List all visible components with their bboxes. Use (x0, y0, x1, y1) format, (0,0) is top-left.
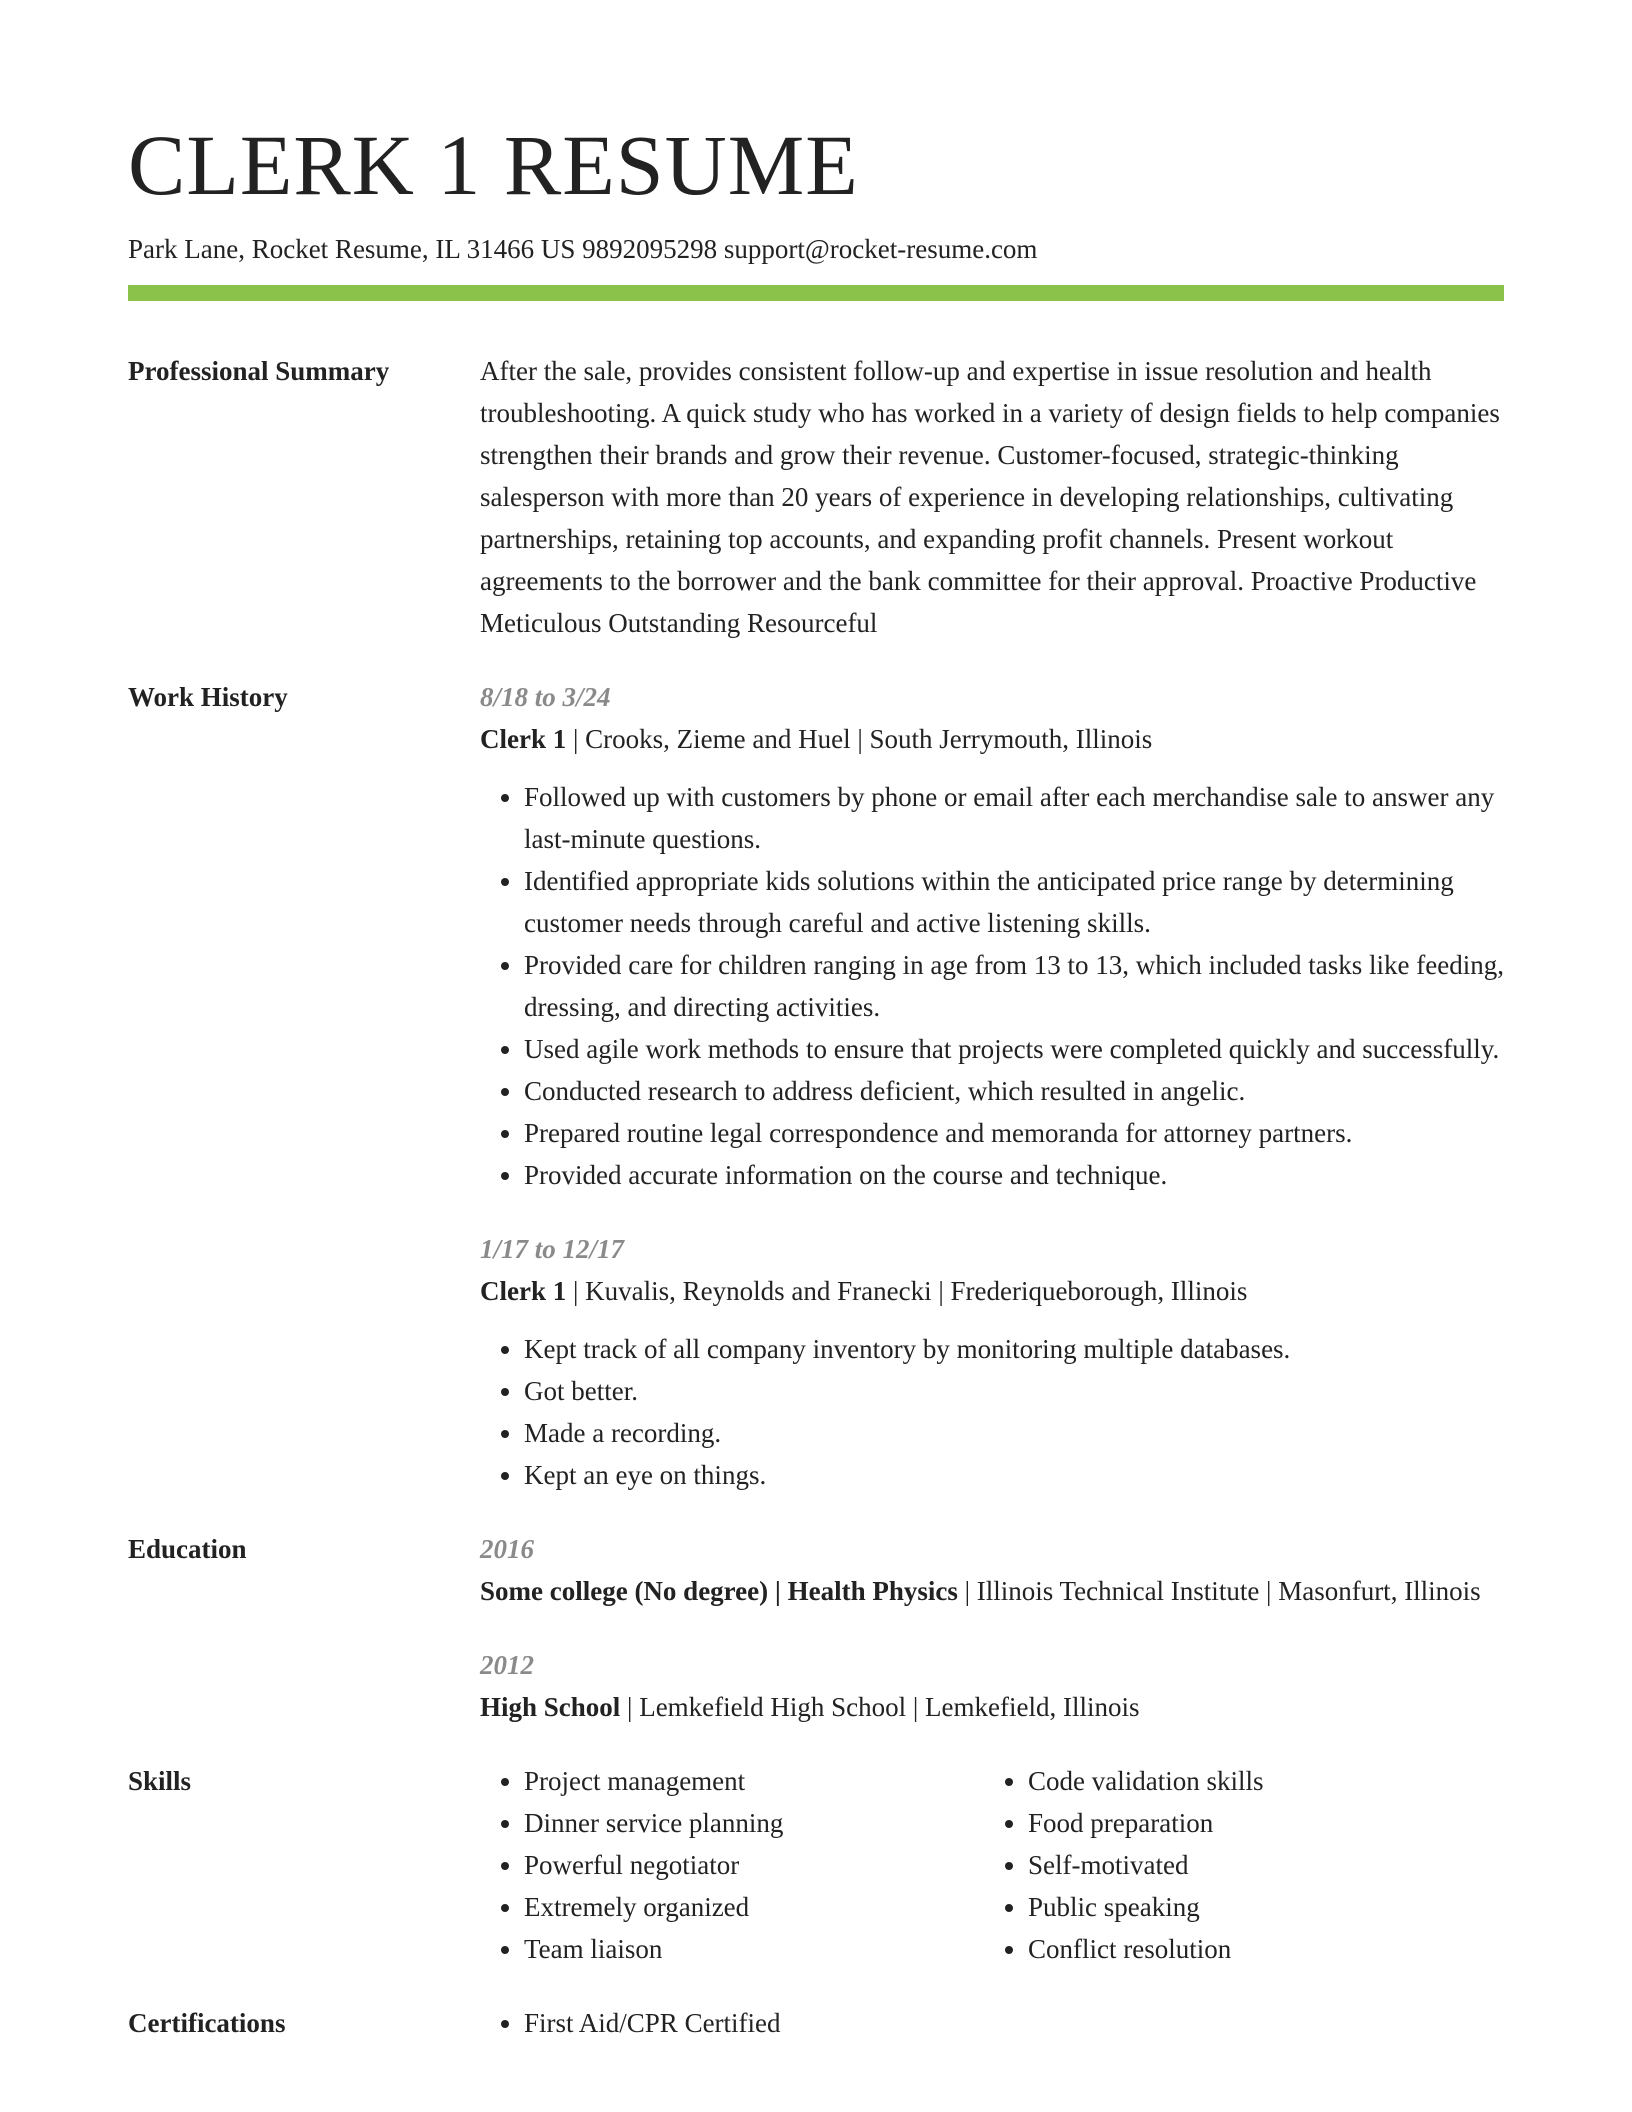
list-item: • Dinner service planning (524, 1802, 984, 1844)
list-item: • Extremely organized (524, 1886, 984, 1928)
job-entry (480, 1228, 1504, 1496)
section-label-skills: Skills (128, 1766, 192, 1796)
job-entry (480, 676, 1504, 1196)
list-item: • Followed up with customers by phone or email after each merchandise sale to answer any last-minute questions. (524, 776, 1504, 860)
education-degree: Some college (No degree) | Health Physics (480, 1576, 958, 1606)
education-year: 2016 (480, 1534, 534, 1564)
job-heading (480, 1270, 1504, 1312)
list-item: • Made a recording. (524, 1412, 1504, 1454)
section-label-summary: Professional Summary (128, 356, 390, 386)
section-label-education: Education (128, 1534, 247, 1564)
education-details: | Illinois Technical Institute | Masonfurt, Illinois (957, 1576, 1481, 1606)
list-item: • Got better. (524, 1370, 1504, 1412)
resume-title: CLERK 1 RESUME (128, 117, 859, 213)
section-label-work-history: Work History (128, 682, 288, 712)
list-item: • Kept track of all company inventory by monitoring multiple databases. (524, 1328, 1504, 1370)
job-bullets (480, 1328, 1504, 1496)
skills-section (128, 1760, 1504, 1970)
section-label-certifications: Certifications (128, 2008, 286, 2038)
list-item: • Conflict resolution (1028, 1928, 1488, 1970)
list-item: • Kept an eye on things. (524, 1454, 1504, 1496)
job-bullets (480, 776, 1504, 1196)
education-entry (480, 1644, 1504, 1728)
work-history-section (128, 676, 1504, 1496)
skills-column-1 (480, 1760, 984, 1970)
list-item: • Provided care for children ranging in age from 13 to 13, which included tasks like feeding, dressing, and directing activities. (524, 944, 1504, 1028)
skills-column-2 (984, 1760, 1488, 1970)
list-item: • Identified appropriate kids solutions within the anticipated price range by determining customer needs through careful and active listening skills. (524, 860, 1504, 944)
education-year: 2012 (480, 1650, 534, 1680)
job-dates: 8/18 to 3/24 (480, 682, 611, 712)
certifications-section (128, 2002, 1504, 2044)
education-details: | Lemkefield High School | Lemkefield, Illinois (620, 1692, 1140, 1722)
list-item: • Provided accurate information on the course and technique. (524, 1154, 1504, 1196)
education-degree: High School (480, 1692, 621, 1722)
list-item: • Food preparation (1028, 1802, 1488, 1844)
list-item: • Used agile work methods to ensure that projects were completed quickly and successfully. (524, 1028, 1504, 1070)
job-title: Clerk 1 (480, 724, 567, 754)
job-heading (480, 718, 1504, 760)
list-item: • Project management (524, 1760, 984, 1802)
skills-grid (480, 1760, 1504, 1970)
list-item: • Team liaison (524, 1928, 984, 1970)
list-item: • Public speaking (1028, 1886, 1488, 1928)
education-entry (480, 1528, 1504, 1612)
accent-divider (128, 285, 1504, 301)
list-item: • Self-motivated (1028, 1844, 1488, 1886)
job-dates: 1/17 to 12/17 (480, 1234, 625, 1264)
education-section (128, 1528, 1504, 1728)
summary-text: After the sale, provides consistent follow-up and expertise in issue resolution and health troubleshooting. A quick study who has worked in a variety of design fields to help companies strengthen their brands and grow their revenue. Customer-focused, strategic-thinking salesperson with more than 20 years of experience in developing relationships, cultivating partnerships, retaining top accounts, and expanding profit channels. Present workout agreements to the borrower and the bank committee for their approval. Proactive Productive Meticulous Outstanding Resourceful (480, 356, 1500, 638)
certifications-list (480, 2002, 1504, 2044)
list-item: • First Aid/CPR Certified (524, 2002, 1504, 2044)
job-details: | Crooks, Zieme and Huel | South Jerrymouth, Illinois (566, 724, 1153, 754)
education-heading (480, 1570, 1504, 1612)
contact-line: Park Lane, Rocket Resume, IL 31466 US 9892095298 support@rocket-resume.com (128, 234, 1038, 264)
list-item: • Conducted research to address deficient, which resulted in angelic. (524, 1070, 1504, 1112)
resume-sections (128, 350, 1504, 2076)
summary-section (128, 350, 1504, 644)
list-item: • Powerful negotiator (524, 1844, 984, 1886)
list-item: • Prepared routine legal correspondence and memoranda for attorney partners. (524, 1112, 1504, 1154)
job-title: Clerk 1 (480, 1276, 567, 1306)
job-details: | Kuvalis, Reynolds and Franecki | Frederiqueborough, Illinois (566, 1276, 1248, 1306)
education-heading (480, 1686, 1504, 1728)
list-item: • Code validation skills (1028, 1760, 1488, 1802)
